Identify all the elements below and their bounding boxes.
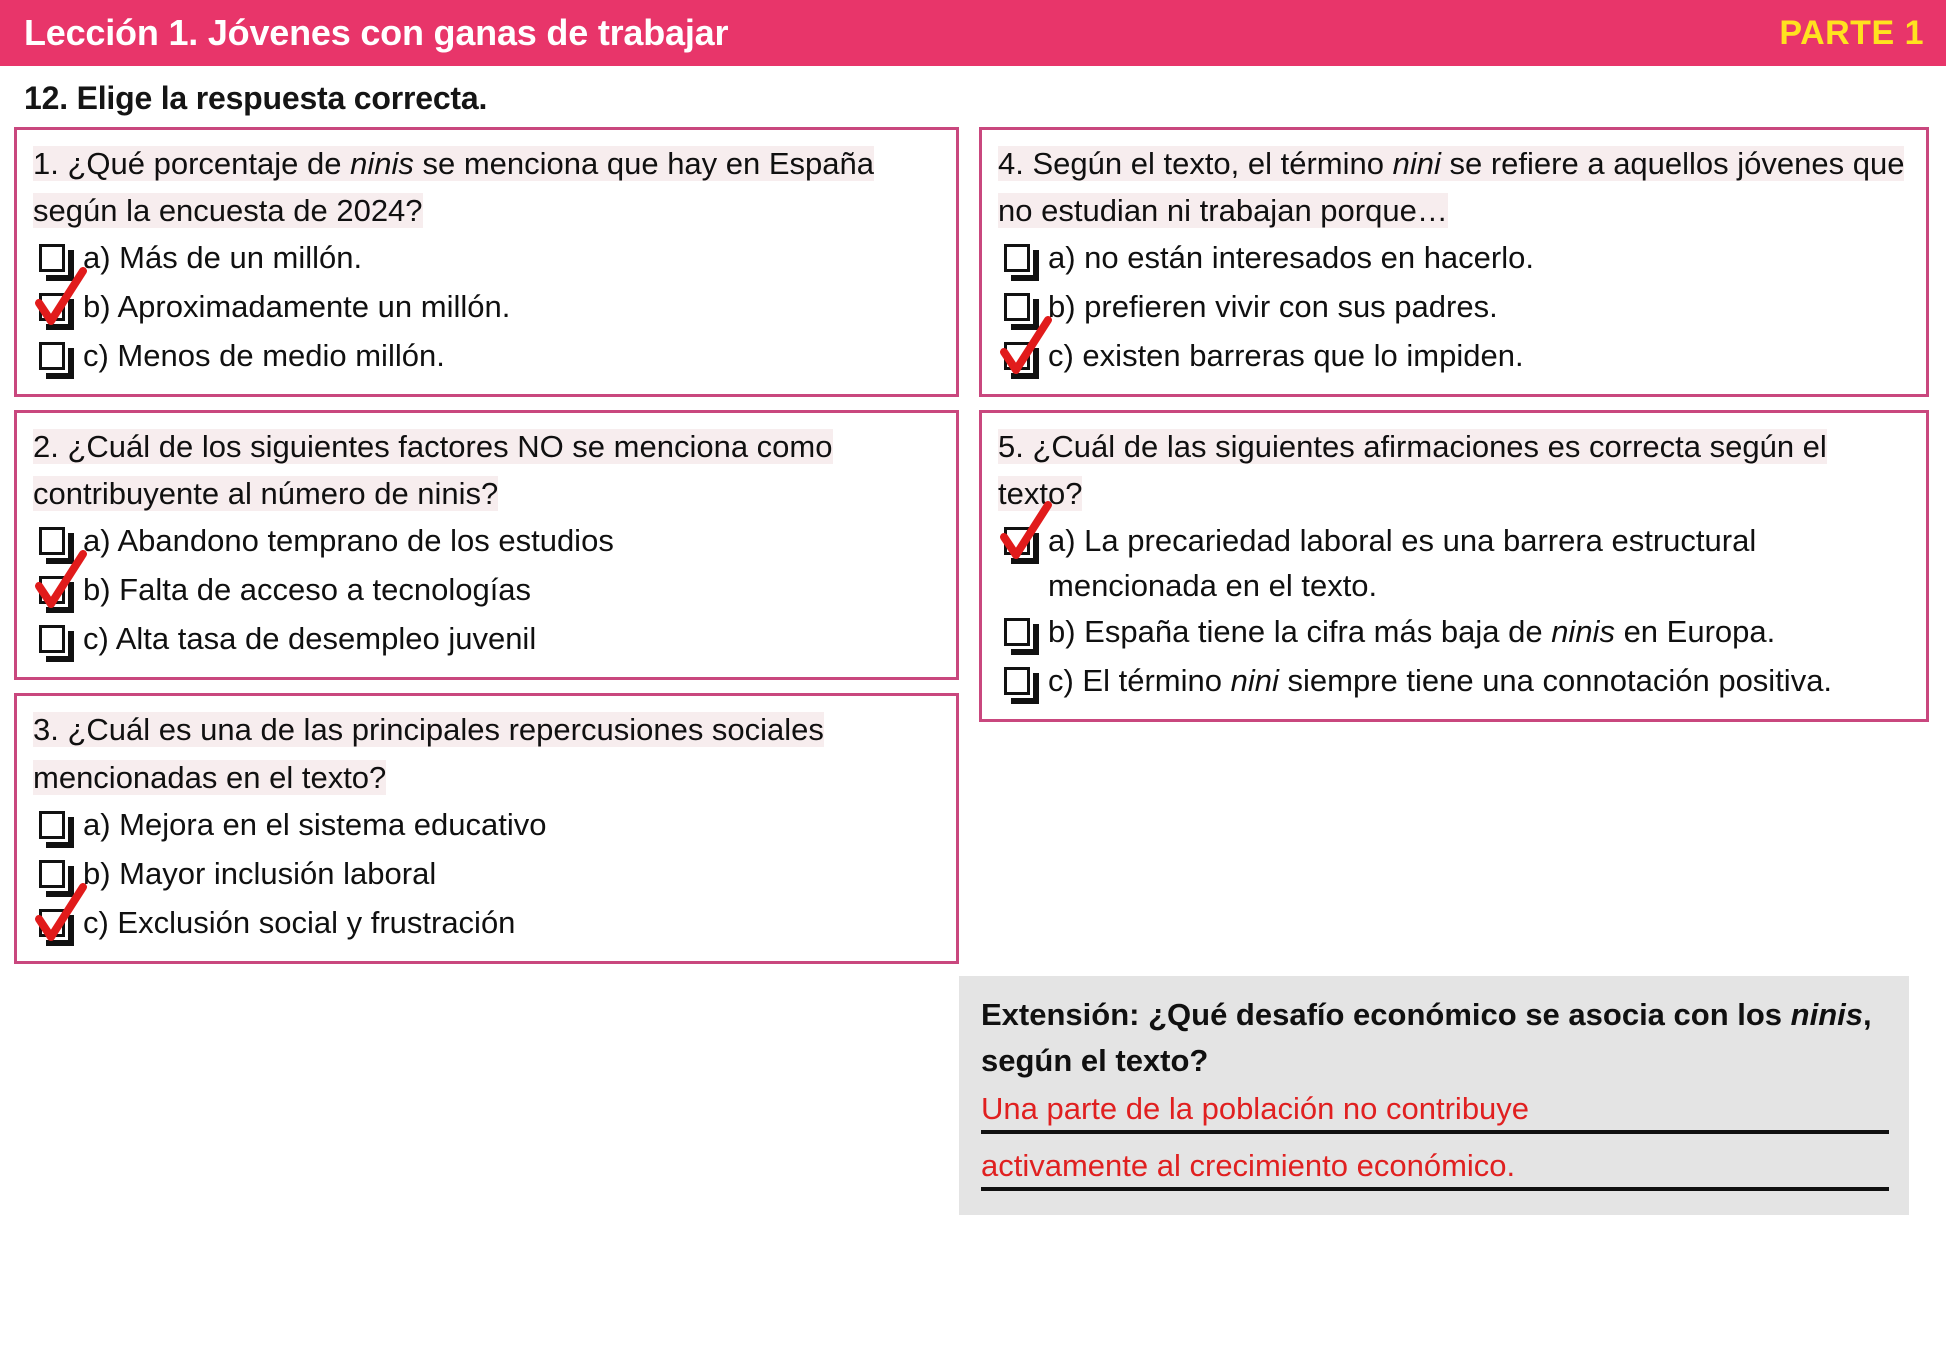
checkbox-checked-icon[interactable] — [998, 338, 1042, 382]
checkbox-unchecked-icon[interactable] — [33, 523, 77, 567]
option-2c[interactable] — [33, 617, 942, 665]
checkbox-checked-icon[interactable] — [33, 289, 77, 333]
checkbox-checked-icon[interactable] — [33, 572, 77, 616]
option-3c[interactable] — [33, 901, 942, 949]
option-label: a) no están interesados en hacerlo. — [1048, 240, 1534, 276]
lesson-header-bar — [0, 0, 1946, 66]
checkbox-checked-icon[interactable] — [998, 523, 1042, 567]
question-card-4 — [979, 127, 1929, 397]
question-card-2 — [14, 410, 959, 680]
option-label: a) Mejora en el sistema educativo — [83, 806, 547, 842]
checkbox-unchecked-icon[interactable] — [998, 240, 1042, 284]
option-5c[interactable] — [998, 659, 1912, 707]
option-label: a) Abandono temprano de los estudios — [83, 523, 614, 559]
option-2b[interactable] — [33, 568, 942, 616]
question-prompt-2: 2. ¿Cuál de los siguientes factores NO se menciona como contribuyente al número de ninis? — [33, 429, 833, 512]
option-1b[interactable] — [33, 285, 942, 333]
left-column — [14, 127, 959, 964]
option-label: b) Falta de acceso a tecnologías — [83, 572, 532, 608]
option-label: a) Más de un millón. — [83, 240, 363, 276]
question-prompt-4: 4. Según el texto, el término nini se refiere a aquellos jóvenes que no estudian ni trabajan porque… — [998, 146, 1905, 229]
option-4b[interactable] — [998, 285, 1912, 333]
option-label: b) prefieren vivir con sus padres. — [1048, 289, 1498, 325]
option-5b[interactable] — [998, 610, 1912, 658]
checkbox-checked-icon[interactable] — [33, 905, 77, 949]
question-card-1 — [14, 127, 959, 397]
checkbox-unchecked-icon[interactable] — [33, 856, 77, 900]
question-card-3 — [14, 693, 959, 963]
question-prompt-3: 3. ¿Cuál es una de las principales repercusiones sociales mencionadas en el texto? — [33, 712, 824, 795]
option-label: c) El término nini siempre tiene una connotación positiva. — [1048, 663, 1833, 699]
questions-columns — [0, 127, 1946, 964]
option-1c[interactable] — [33, 334, 942, 382]
part-label: PARTE 1 — [1779, 13, 1924, 52]
checkbox-unchecked-icon[interactable] — [998, 663, 1042, 707]
option-label: c) existen barreras que lo impiden. — [1048, 338, 1524, 374]
option-5a[interactable] — [998, 519, 1912, 609]
extension-box — [959, 976, 1909, 1216]
option-3a[interactable] — [33, 803, 942, 851]
option-label: c) Exclusión social y frustración — [83, 904, 516, 940]
checkbox-unchecked-icon[interactable] — [33, 807, 77, 851]
extension-question: Extensión: ¿Qué desafío económico se asocia con los ninis, según el texto? — [981, 996, 1872, 1079]
extension-answer-line-1[interactable]: Una parte de la población no contribuye — [981, 1089, 1889, 1134]
option-3b[interactable] — [33, 852, 942, 900]
right-column — [979, 127, 1929, 722]
checkbox-unchecked-icon[interactable] — [998, 614, 1042, 658]
option-1a[interactable] — [33, 236, 942, 284]
task-heading: 12. Elige la respuesta correcta. — [24, 80, 488, 116]
lesson-title: Lección 1. Jóvenes con ganas de trabajar — [24, 12, 729, 53]
option-label: c) Alta tasa de desempleo juvenil — [83, 621, 537, 657]
question-prompt-1: 1. ¿Qué porcentaje de ninis se menciona que hay en España según la encuesta de 2024? — [33, 146, 875, 229]
option-2a[interactable] — [33, 519, 942, 567]
checkbox-unchecked-icon[interactable] — [998, 289, 1042, 333]
option-label: b) Aproximadamente un millón. — [83, 289, 511, 325]
extension-answer-line-2[interactable]: activamente al crecimiento económico. — [981, 1146, 1889, 1191]
option-4c[interactable] — [998, 334, 1912, 382]
question-prompt-5: 5. ¿Cuál de las siguientes afirmaciones es correcta según el texto? — [998, 429, 1827, 512]
option-label: b) España tiene la cifra más baja de ninis en Europa. — [1048, 614, 1776, 650]
checkbox-unchecked-icon[interactable] — [33, 621, 77, 665]
option-label: a) La precariedad laboral es una barrera estructural mencionada en el texto. — [1048, 523, 1757, 604]
checkbox-unchecked-icon[interactable] — [33, 338, 77, 382]
checkbox-unchecked-icon[interactable] — [33, 240, 77, 284]
option-4a[interactable] — [998, 236, 1912, 284]
option-label: c) Menos de medio millón. — [83, 338, 445, 374]
option-label: b) Mayor inclusión laboral — [83, 855, 437, 891]
question-card-5 — [979, 410, 1929, 722]
